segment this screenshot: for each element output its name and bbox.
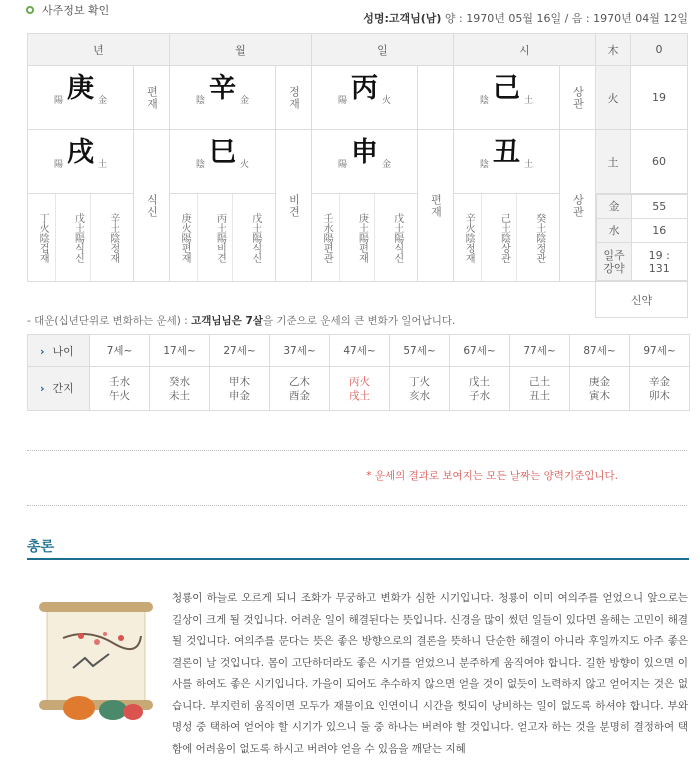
daeun-age-1: 17세~ [150, 335, 210, 367]
hanja-char: 申 [351, 137, 378, 168]
ohang-value: 19 : 131 [632, 243, 688, 281]
ganji-branch: 寅木 [589, 389, 610, 402]
stem-cell-3 [454, 66, 560, 130]
daeun-ganji-9 [630, 367, 690, 411]
daeun-age-6: 67세~ [450, 335, 510, 367]
hidden-stem: 丁火陰겁재 [35, 194, 56, 281]
ohang-label: 火 [596, 66, 631, 130]
ganji-branch: 未土 [169, 389, 190, 402]
yinyang-label: 陽 [338, 160, 348, 170]
hidden-stem: 丙土陽비견 [212, 194, 233, 281]
element-label: 土 [523, 160, 533, 170]
pillar-header-3: 시 [454, 34, 596, 66]
hidden-stems-3 [454, 194, 560, 282]
yinyang-label: 陽 [54, 160, 64, 170]
pillar-header-1: 월 [170, 34, 312, 66]
yinyang-label: 陰 [196, 160, 206, 170]
element-label: 土 [523, 96, 533, 106]
section-title: 사주정보 확인 [42, 4, 110, 17]
hanja-char: 辛 [209, 73, 236, 104]
daeun-age-7: 77세~ [510, 335, 570, 367]
hidden-stems-1 [170, 194, 276, 282]
daeun-note [27, 313, 455, 328]
ohang-label: 木 [596, 34, 631, 66]
stem-cell-2 [312, 66, 418, 130]
branch-cell-2 [312, 130, 418, 194]
ohang-subtable [596, 194, 688, 282]
age-row-label: › 나이 [28, 335, 90, 367]
hidden-stem: 庚土陽편재 [354, 194, 375, 281]
date-warning: * 운세의 결과로 보여지는 모든 날짜는 양력기준입니다. [366, 470, 618, 482]
daeun-ganji-5 [390, 367, 450, 411]
hanja-char: 丙 [351, 73, 378, 104]
element-label: 火 [381, 96, 391, 106]
ganji-row-label: › 간지 [28, 367, 90, 411]
daeun-ganji-6 [450, 367, 510, 411]
daeun-age-0: 7세~ [90, 335, 150, 367]
daeun-note-bold: 고객님님은 7살 [191, 315, 263, 327]
ohang-value: 0 [631, 34, 688, 66]
pillar-header-0: 년 [28, 34, 170, 66]
branch-cell-2-wrap [312, 130, 417, 193]
dotted-divider [27, 450, 687, 451]
pillar-header-2: 일 [312, 34, 454, 66]
section-header [26, 2, 109, 18]
daeun-note-post: 을 기준으로 운세의 큰 변화가 일어납니다. [262, 315, 456, 327]
birth-lunar: / 음 : 1970년 04월 12일 [564, 12, 688, 25]
branch-ten-god: 상관 [571, 193, 585, 218]
hidden-stem: 庚火陽편재 [177, 194, 198, 281]
stem-side-3 [560, 66, 596, 130]
yinyang-label: 陰 [480, 96, 490, 106]
daeun-age-2: 27세~ [210, 335, 270, 367]
stem-cell-2-wrap [312, 66, 417, 129]
daeun-table [27, 334, 690, 411]
branch-ten-god: 식신 [145, 193, 159, 218]
ganji-branch: 卯木 [649, 389, 670, 402]
ganji-stem: 己土 [529, 375, 550, 388]
branch-cell-1 [170, 130, 276, 194]
daeun-ganji-2 [210, 367, 270, 411]
ganji-branch: 子水 [469, 389, 490, 402]
stem-ten-god: 상관 [571, 85, 585, 110]
hidden-stems-2 [312, 194, 418, 282]
hidden-stem: 辛土陰정재 [107, 212, 119, 263]
stem-side-1 [276, 66, 312, 130]
ganji-stem: 癸水 [169, 375, 190, 388]
hidden-stem: 己土陰상관 [496, 194, 517, 281]
birth-solar: 양 : 1970년 05월 16일 [444, 12, 562, 25]
daeun-ganji-8 [570, 367, 630, 411]
yinyang-label: 陽 [54, 96, 64, 106]
hidden-stem: 壬水陽편관 [319, 194, 340, 281]
hanja-char: 巳 [209, 137, 236, 168]
ganji-branch: 酉金 [289, 389, 310, 402]
birth-name: 고객님(남) [388, 12, 442, 25]
ganji-stem: 庚金 [589, 375, 610, 388]
hidden-stems-0 [28, 194, 134, 282]
ohang-result: 신약 [596, 282, 688, 318]
hidden-stem: 戊土陽식신 [249, 212, 261, 263]
daeun-age-5: 57세~ [390, 335, 450, 367]
branch-side-3 [560, 130, 596, 282]
daeun-ganji-4 [330, 367, 390, 411]
ganji-stem: 辛金 [649, 375, 670, 388]
hanja-char: 己 [493, 73, 520, 104]
ohang-label: 土 [596, 130, 631, 194]
stem-cell-1 [170, 66, 276, 130]
hidden-stem: 癸土陰정관 [533, 212, 545, 263]
ohang-inner-table [596, 194, 688, 281]
hanja-char: 戌 [67, 137, 94, 168]
daeun-age-8: 87세~ [570, 335, 630, 367]
hanja-char: 丑 [493, 137, 520, 168]
daeun-age-9: 97세~ [630, 335, 690, 367]
stem-cell-0-wrap [28, 66, 133, 129]
stem-side-2 [418, 66, 454, 130]
branch-cell-0-wrap [28, 130, 133, 193]
stem-cell-1-wrap [170, 66, 275, 129]
ganji-stem: 戊土 [469, 375, 490, 388]
branch-side-0 [134, 130, 170, 282]
daeun-ganji-1 [150, 367, 210, 411]
branch-side-1 [276, 130, 312, 282]
daeun-ganji-7 [510, 367, 570, 411]
ganji-branch: 丑土 [529, 389, 550, 402]
hidden-stem: 辛火陰정재 [461, 194, 482, 281]
ganji-branch: 申金 [229, 389, 250, 402]
saju-table [27, 33, 688, 318]
daeun-note-pre: - 대운(십년단위로 변화하는 운세) : [27, 315, 192, 327]
branch-cell-3 [454, 130, 560, 194]
bullet-circle-icon [26, 6, 34, 14]
ganji-branch: 戌土 [349, 389, 370, 402]
ganji-stem: 甲木 [229, 375, 250, 388]
ganji-branch: 午火 [109, 389, 130, 402]
chevron-right-icon: › [40, 381, 45, 395]
branch-ten-god: 편재 [429, 193, 443, 218]
daeun-age-4: 47세~ [330, 335, 390, 367]
branch-ten-god: 비견 [287, 193, 301, 218]
ohang-value: 19 [631, 66, 688, 130]
dotted-divider [27, 505, 687, 506]
birth-info [363, 10, 688, 26]
ganji-stem: 乙木 [289, 375, 310, 388]
stem-cell-0 [28, 66, 134, 130]
ohang-label: 일주 강약 [597, 243, 632, 281]
branch-side-2 [418, 130, 454, 282]
branch-cell-1-wrap [170, 130, 275, 193]
scroll-illustration-icon [33, 598, 161, 728]
chevron-right-icon: › [40, 344, 45, 358]
element-label: 土 [97, 160, 107, 170]
ohang-value: 55 [632, 195, 688, 219]
branch-cell-0 [28, 130, 134, 194]
stem-side-0 [134, 66, 170, 130]
stem-cell-3-wrap [454, 66, 559, 129]
hidden-stem: 戊土陽식신 [70, 194, 91, 281]
daeun-ganji-3 [270, 367, 330, 411]
hidden-stem: 戊土陽식신 [391, 212, 403, 263]
ganji-branch: 亥水 [409, 389, 430, 402]
stem-ten-god: 정재 [287, 85, 301, 110]
branch-cell-3-wrap [454, 130, 559, 193]
stem-ten-god: 편재 [145, 85, 159, 110]
ganji-stem: 丁火 [409, 375, 430, 388]
birth-name-label: 성명: [363, 12, 389, 25]
ohang-value: 16 [632, 219, 688, 243]
total-body-text: 청룡이 하늘로 오르게 되니 조화가 무궁하고 변화가 심한 시기입니다. 청룡이 이미 여의주를 얻었으니 앞으로는 길상이 크게 될 것입니다. 어려운 일이 해결된다는 뜻입니다. 신경을 많이 썼던 일들이 있다면 올해는 고민이 해결 될 것입니다. 여의주를 문다는 뜻은 좋은 방향으로의 결론을 뜻하니 단순한 해결이 아니라 후일까지도 아주 좋은 결론이 날 것입니다. 몸이 고단하더라도 좋은 시기를 얻었으니 분주하게 움직여야 합니다. 길한 방향이 있으면 이사를 하여도 좋은 시기입니다. 가을이 되어도 추수하지 않으면 얻을 것이 없듯이 노력하지 않고 얻어지는 것은 없습니다. 부지런히 움직이면 모두가 재물이요 인연이니 시간을 헛되이 낭비하는 일이 없도록 하셔야 합니다. 부와 명성 중 택하여 얻어야 할 시기가 있으니 둘 중 하나는 버려야 할 것입니다. 얻고자 하는 것을 분명히 결정하여 택함에 어려움이 없도록 하시고 버려야 얻을 수 있음을 깨닫는 지혜 [172, 592, 688, 755]
daeun-ganji-0 [90, 367, 150, 411]
element-label: 火 [239, 160, 249, 170]
ohang-label: 水 [597, 219, 632, 243]
total-underline [27, 558, 689, 560]
element-label: 金 [381, 160, 391, 170]
ohang-label: 金 [597, 195, 632, 219]
daeun-age-3: 37세~ [270, 335, 330, 367]
hanja-char: 庚 [67, 73, 94, 104]
ganji-stem: 丙火 [349, 375, 370, 388]
total-title: 총론 [27, 539, 55, 555]
yinyang-label: 陽 [338, 96, 348, 106]
ohang-value: 60 [631, 130, 688, 194]
yinyang-label: 陰 [196, 96, 206, 106]
element-label: 金 [97, 96, 107, 106]
ganji-stem: 壬水 [109, 375, 130, 388]
element-label: 金 [239, 96, 249, 106]
yinyang-label: 陰 [480, 160, 490, 170]
